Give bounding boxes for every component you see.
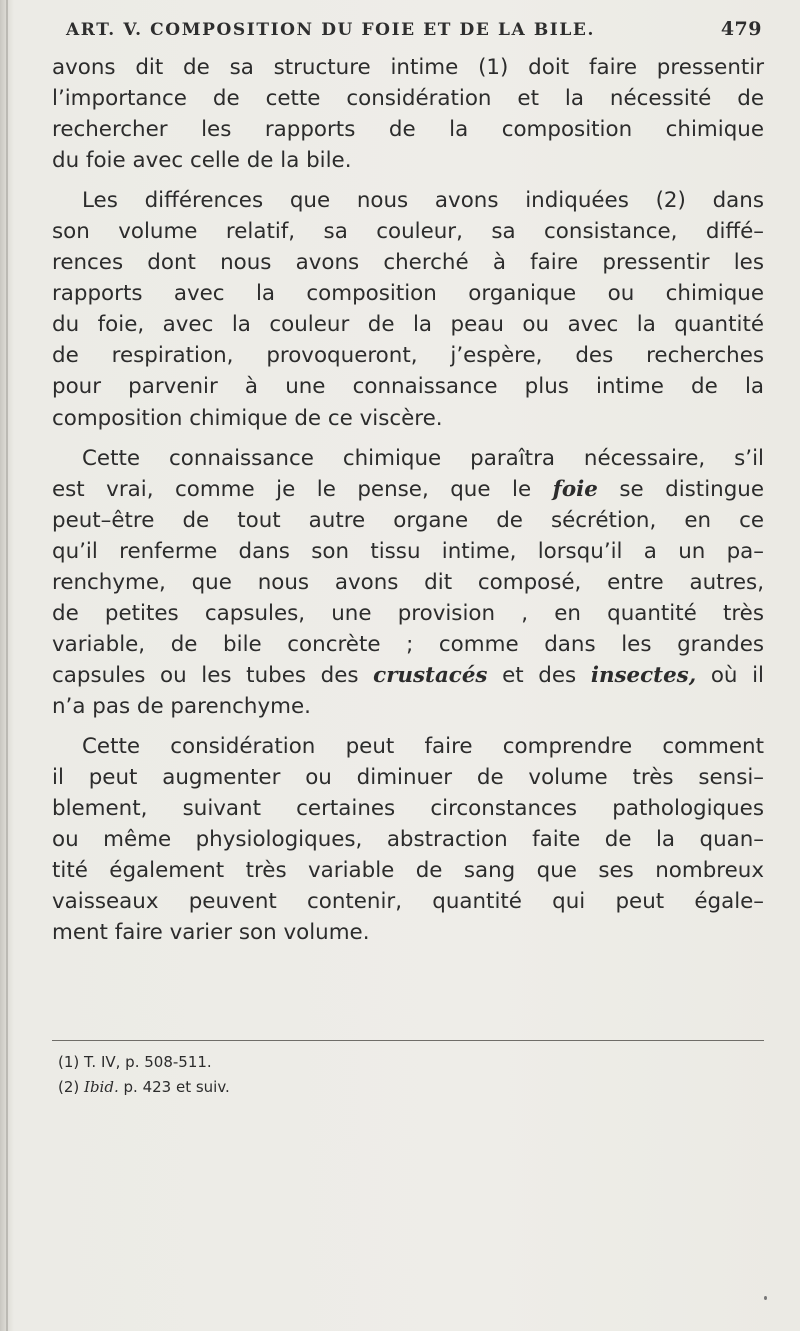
text-line: il peut augmenter ou diminuer de volume très sensi– [52, 765, 764, 791]
footnote-text: p. 423 et suiv. [123, 1078, 230, 1096]
text-line: avons dit de sa structure intime (1) doit faire pressentir [52, 55, 764, 80]
text-line: l’importance de cette considération et la nécessité de [52, 86, 764, 112]
page-number: 479 [720, 18, 762, 40]
paragraph-4 [52, 731, 764, 948]
paragraph-3 [52, 443, 764, 722]
text-line: de respiration, provoqueront, j’espère, des recherches [52, 343, 764, 369]
text-line: renchyme, que nous avons dit composé, entre autres, [52, 569, 764, 595]
text-line-with-italic [52, 660, 764, 691]
italic-term-crustaces: crustacés [373, 662, 488, 688]
text-line: n’a pas de parenchyme. [52, 693, 311, 719]
paragraph-2 [52, 185, 764, 433]
footnote-text: T. IV, p. 508-511. [84, 1053, 212, 1071]
italic-term-foie: foie [552, 476, 598, 502]
body-text [52, 52, 764, 948]
text-line: du foie, avec la couleur de la peau ou avec la quantité [52, 312, 764, 338]
paper-speck [764, 1296, 767, 1300]
text-line: blement, suivant certaines circonstances pathologiques [52, 796, 764, 822]
text-line: ou même physiologiques, abstraction faite de la quan– [52, 827, 764, 853]
text-fragment: est vrai, comme je le pense, que le [52, 476, 532, 502]
text-line: son volume relatif, sa couleur, sa consistance, diffé– [52, 219, 764, 245]
footnote-2 [58, 1075, 230, 1100]
text-line-with-italic [52, 474, 764, 505]
footnotes [58, 1050, 230, 1100]
text-line: composition chimique de ce viscère. [52, 405, 443, 431]
footnote-ibid: Ibid. [84, 1078, 119, 1096]
page-gutter-shadow [6, 0, 8, 1331]
text-fragment: et des [502, 662, 577, 688]
text-line: variable, de bile concrète ; comme dans les grandes [52, 631, 764, 657]
running-title: ART. V. COMPOSITION DU FOIE ET DE LA BILE. [66, 20, 595, 40]
text-line: tité également très variable de sang que ses nombreux [52, 858, 764, 884]
italic-term-insectes: insectes, [590, 662, 697, 688]
text-line: rences dont nous avons cherché à faire pressentir les [52, 250, 764, 276]
footnote-1 [58, 1050, 230, 1075]
text-line: rechercher les rapports de la composition chimique [52, 117, 764, 143]
text-line: Les différences que nous avons indiquées (2) dans [82, 188, 764, 214]
text-line: vaisseaux peuvent contenir, quantité qui peut égale– [52, 889, 764, 915]
footnote-separator [52, 1040, 764, 1041]
footnote-marker: (1) [58, 1053, 80, 1071]
running-header [52, 18, 762, 48]
text-line: qu’il renferme dans son tissu intime, lorsqu’il a un pa– [52, 538, 764, 564]
text-line: Cette connaissance chimique paraîtra nécessaire, s’il [82, 445, 764, 471]
text-line: Cette considération peut faire comprendre comment [82, 733, 764, 759]
text-fragment: se distingue [619, 476, 764, 502]
text-line: rapports avec la composition organique ou chimique [52, 281, 764, 307]
text-fragment: capsules ou les tubes des [52, 662, 359, 688]
text-line: ment faire varier son volume. [52, 920, 370, 946]
text-line: pour parvenir à une connaissance plus intime de la [52, 374, 764, 400]
text-line: de petites capsules, une provision , en quantité très [52, 600, 764, 626]
paragraph-1 [52, 52, 764, 176]
text-fragment: où il [710, 662, 764, 688]
footnote-marker: (2) [58, 1078, 80, 1096]
text-line: peut–être de tout autre organe de sécrétion, en ce [52, 507, 764, 533]
text-line: du foie avec celle de la bile. [52, 148, 352, 174]
